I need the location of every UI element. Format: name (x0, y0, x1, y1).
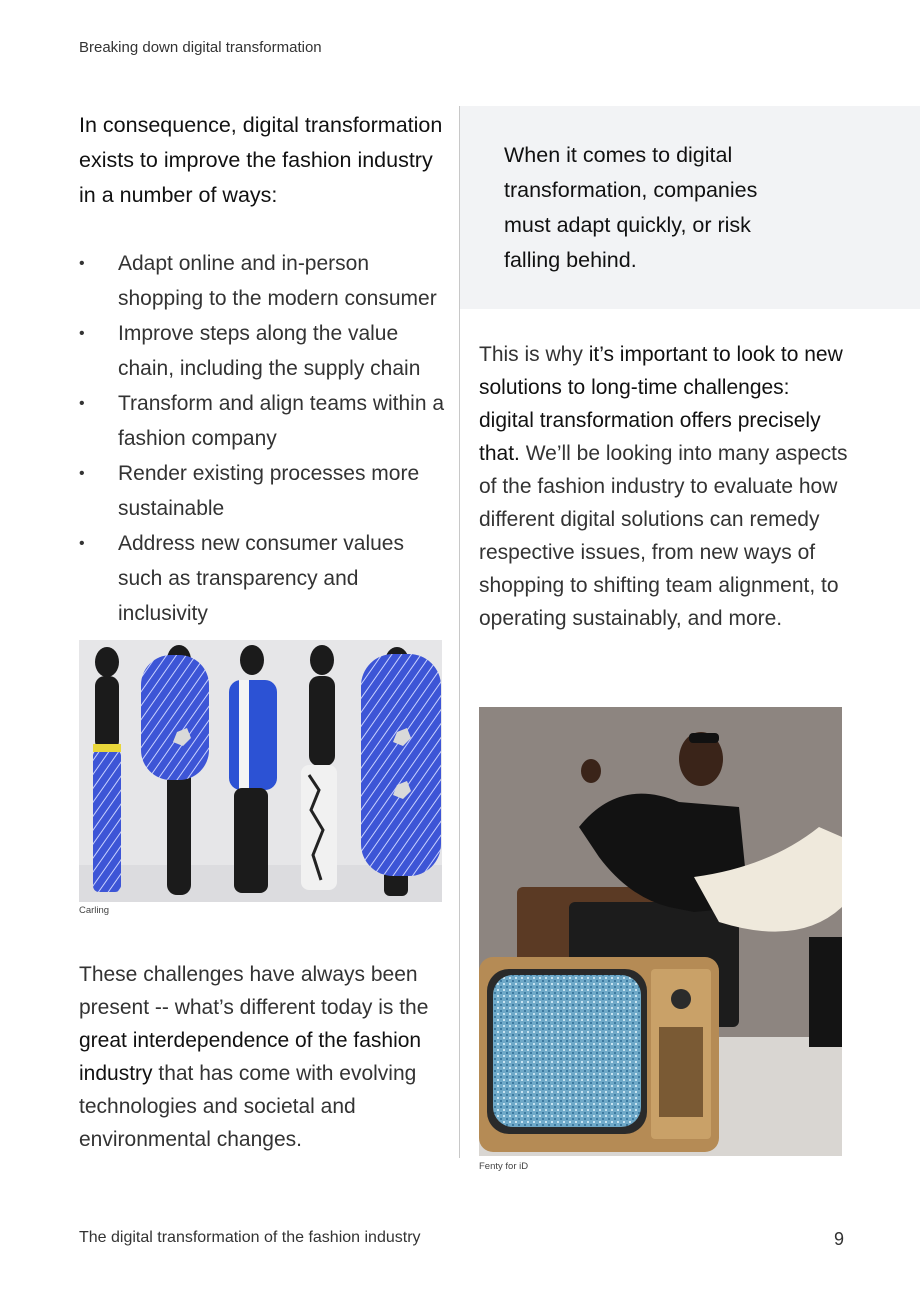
list-item (79, 316, 451, 386)
paragraph-text: This is why (479, 343, 589, 366)
pull-quote-text: When it comes to digital transformation, companies must adapt quickly, or risk falling behind. (504, 143, 758, 272)
bullet-icon: • (79, 325, 85, 342)
right-body-paragraph (479, 338, 849, 635)
model-with-tv-photo (479, 707, 842, 1156)
paragraph-emphasis: it’s important to look to new solutions to long-time challenges: digital transformation offers precisely that. (479, 343, 843, 465)
list-item (79, 526, 451, 631)
list-item-text: Adapt online and in-person shopping to the modern consumer (118, 252, 437, 310)
list-item (79, 386, 451, 456)
bullet-icon: • (79, 465, 85, 482)
list-item-text: Address new consumer values such as transparency and inclusivity (118, 532, 404, 625)
paragraph-text: We’ll be looking into many aspects of the fashion industry to evaluate how different digital solutions can remedy respective issues, from new ways of shopping to shifting team alignment, to operating sustainably, and more. (479, 442, 848, 630)
running-header: Breaking down digital transformation (79, 39, 322, 56)
list-item (79, 246, 451, 316)
bullet-icon: • (79, 395, 85, 412)
bullet-icon: • (79, 535, 85, 552)
left-body-paragraph (79, 958, 451, 1156)
image-caption-right: Fenty for iD (479, 1161, 529, 1172)
list-item (79, 456, 451, 526)
list-item-text: Transform and align teams within a fashion company (118, 392, 445, 450)
paragraph-text: These challenges have always been present -- what’s different today is the (79, 963, 429, 1019)
image-caption-left: Carling (79, 905, 110, 916)
page-number: 9 (833, 1229, 844, 1249)
bullet-icon: • (79, 255, 85, 272)
paragraph-emphasis: great interdependence of the fashion industry (79, 1029, 422, 1085)
benefits-list (79, 246, 451, 631)
list-item-text: Improve steps along the value chain, including the supply chain (118, 322, 421, 380)
mannequins-photo (79, 640, 442, 902)
list-item-text: Render existing processes more sustainable (118, 462, 420, 520)
running-footer: The digital transformation of the fashion industry (79, 1229, 421, 1246)
paragraph-text: that has come with evolving technologies and societal and environmental changes. (79, 1062, 417, 1151)
lead-paragraph: In consequence, digital transformation exists to improve the fashion industry in a number of ways: (79, 113, 443, 207)
